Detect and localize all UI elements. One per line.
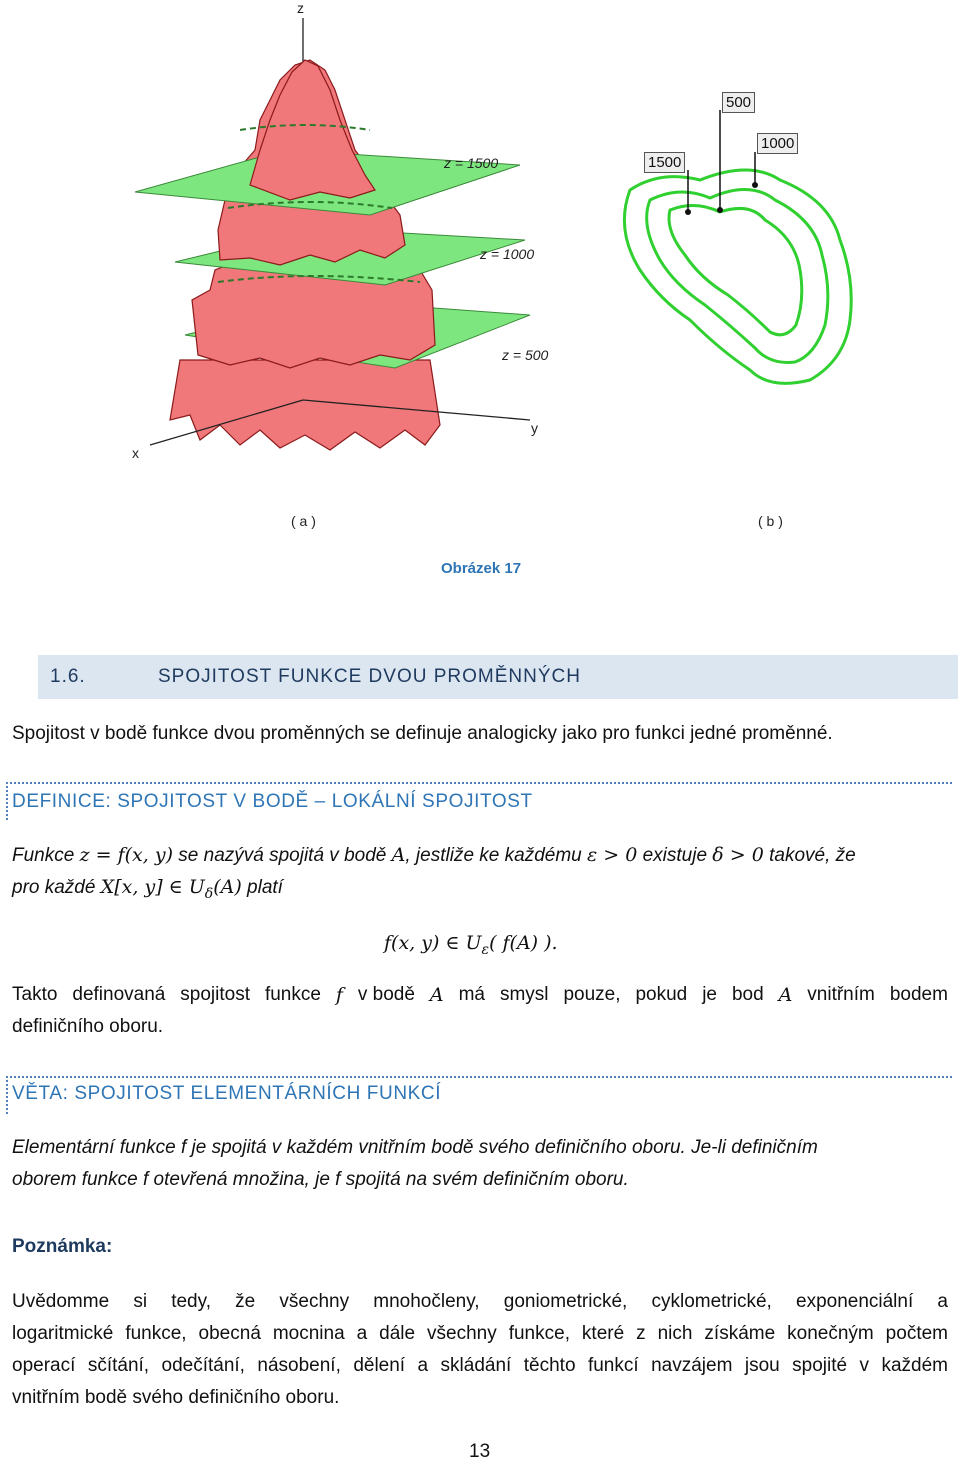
definition-text: pro každé	[12, 877, 101, 898]
note-line-1: Uvědomme si tedy, že všechny mnohočleny, goniometrické, cyklometrické, exponenciální a	[12, 1291, 948, 1312]
math-expression: δ > 0	[712, 844, 764, 866]
subfigure-label-b: ( b )	[758, 513, 783, 529]
remark-math: A	[429, 984, 444, 1006]
x-axis-label: x	[132, 445, 139, 461]
remark-word: je	[702, 984, 717, 1005]
definition-line-2	[12, 871, 283, 910]
remark-word: spojitost	[180, 984, 250, 1005]
page-number: 13	[469, 1441, 491, 1462]
formula-left: f(x, y) ∈ U	[384, 932, 482, 954]
figure-b-contour-map	[600, 80, 870, 400]
contour-label-1000: 1000	[757, 133, 798, 154]
definition-title: DEFINICE: SPOJITOST V BODĚ – LOKÁLNÍ SPOJITOST	[12, 791, 533, 812]
remark-line-2: definičního oboru.	[12, 1016, 164, 1037]
math-expression: A	[391, 844, 406, 866]
plane-label-500: z = 500	[502, 347, 549, 363]
remark-word: Takto	[12, 984, 58, 1005]
plane-label-1500: z = 1500	[444, 155, 499, 171]
remark-word: pokud	[635, 984, 688, 1005]
contour-label-1500: 1500	[644, 152, 685, 173]
remark-word: bod	[731, 984, 764, 1005]
definition-text: , jestliže ke každému	[405, 845, 588, 866]
definition-text: platí	[241, 877, 283, 898]
section-number: 1.6.	[50, 666, 86, 687]
intro-paragraph: Spojitost v bodě funkce dvou proměnných se definuje analogicky jako pro funkci jedné proměnné.	[12, 723, 833, 744]
math-expression: (A)	[213, 876, 242, 898]
definition-line-1	[12, 839, 948, 872]
remark-word: pouze,	[563, 984, 621, 1005]
remark-math: f	[335, 984, 343, 1006]
math-expression: z = f(x, y)	[79, 844, 173, 866]
y-axis-label: y	[531, 420, 538, 436]
theorem-line-2: oborem funkce f otevřená množina, je f spojitá na svém definičním oboru.	[12, 1169, 629, 1190]
remark-math: A	[778, 984, 793, 1006]
definition-formula	[384, 927, 558, 966]
remark-word: má	[458, 984, 485, 1005]
definition-text: Funkce	[12, 845, 80, 866]
contour-label-500: 500	[722, 92, 755, 113]
formula-right: ( f(A) ).	[489, 932, 558, 954]
plane-label-1000: z = 1000	[480, 246, 535, 262]
definition-text: se nazývá spojitá v bodě	[173, 845, 392, 866]
figure-a-mountain	[120, 0, 560, 470]
section-header	[38, 655, 958, 699]
formula-subscript: ε	[481, 941, 490, 958]
remark-line-1	[12, 979, 948, 1011]
math-expression: ε > 0	[587, 844, 638, 866]
note-line-3: operací sčítání, odečítání, násobení, dělení a skládání těchto funkcí navzájem jsou spojité v každém	[12, 1355, 948, 1376]
math-subscript: δ	[204, 885, 214, 902]
math-expression: X[x, y] ∈ U	[100, 876, 205, 898]
note-heading: Poznámka:	[12, 1236, 113, 1257]
remark-word: funkce	[264, 984, 321, 1005]
remark-word: vnitřním	[807, 984, 875, 1005]
section-title: SPOJITOST FUNKCE DVOU PROMĚNNÝCH	[158, 666, 581, 687]
remark-word: definovaná	[72, 984, 166, 1005]
theorem-title: VĚTA: SPOJITOST ELEMENTÁRNÍCH FUNKCÍ	[12, 1083, 442, 1104]
remark-word: bodem	[889, 984, 948, 1005]
definition-text: existuje	[637, 845, 713, 866]
note-line-4: vnitřním bodě svého definičního oboru.	[12, 1387, 340, 1408]
remark-word: v bodě	[357, 984, 415, 1005]
note-line-2: logaritmické funkce, obecná mocnina a dále všechny funkce, které z nich získáme konečným počtem	[12, 1323, 948, 1344]
remark-word: smysl	[499, 984, 549, 1005]
figure-caption: Obrázek 17	[441, 560, 522, 577]
definition-text: takové, že	[763, 845, 856, 866]
subfigure-label-a: ( a )	[291, 513, 316, 529]
theorem-line-1: Elementární funkce f je spojitá v každém vnitřním bodě svého definičního oboru. Je-li definičním	[12, 1137, 818, 1158]
z-axis-label: z	[297, 0, 304, 16]
